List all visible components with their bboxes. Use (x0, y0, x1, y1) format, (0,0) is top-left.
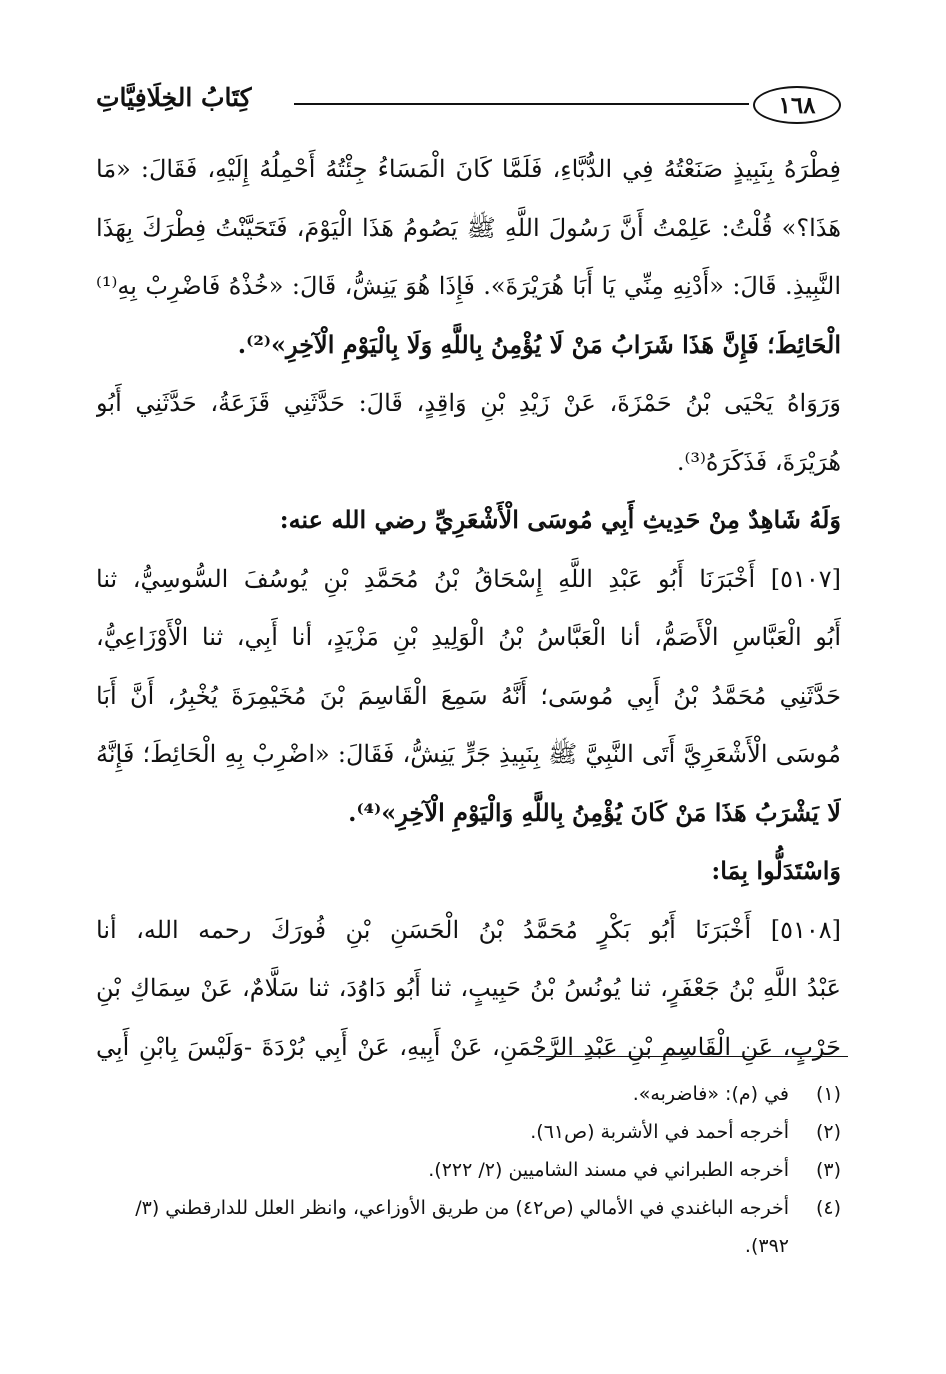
footnote-number: (٢) (815, 1121, 841, 1143)
footnote-number: (٤) (815, 1197, 841, 1219)
footnote-number: (١) (815, 1083, 841, 1105)
section-heading: وَاسْتَدَلُّوا بِمَا: (711, 856, 841, 885)
footnote-number: (٣) (815, 1159, 841, 1181)
text-line: لَا يَشْرَبُ هَذَا مَنْ كَانَ يُؤْمِنُ بِاللَّهِ وَالْيَوْمِ الْآخِرِ»⁽⁴⁾. (348, 797, 841, 827)
footnote (96, 1151, 841, 1189)
footnote (96, 1113, 841, 1151)
footnote-rule (538, 1056, 848, 1057)
text-line: حَرْبٍ، عَنِ الْقَاسِمِ بْنِ عَبْدِ الرَّحْمَنِ، عَنْ أَبِيهِ، عَنْ أَبِي بُرْدَةَ -وَلَيْسَ بِابْنِ أَبِي (96, 1032, 841, 1061)
footnote-text: في (م): «فاضربه». (632, 1083, 789, 1105)
text-line: مُوسَى الْأَشْعَرِيَّ أَتَى النَّبِيَّ ﷺ بِنَبِيذِ جَرٍّ يَنِشُّ، فَقَالَ: «اضْرِبْ بِهِ الْحَائِطَ؛ فَإِنَّهُ (96, 740, 841, 768)
main-text (96, 140, 841, 1076)
text-line: النَّبِيذِ. قَالَ: «أَدْنِهِ مِنِّي يَا أَبَا هُرَيْرَةَ». فَإِذَا هُوَ يَنِشُّ، قَالَ: «خُذْهُ فَاضْرِبْ بِهِ⁽¹⁾ (96, 272, 841, 300)
footnote-text: أخرجه أحمد في الأشربة (ص٦١). (530, 1121, 789, 1143)
footnotes (96, 1075, 841, 1265)
footnote-text: أخرجه الطبراني في مسند الشاميين (٢/ ٢٢٢). (428, 1159, 789, 1181)
hadith-5107-line: [٥١٠٧] أَخْبَرَنَا أَبُو عَبْدِ اللَّهِ إِسْحَاقُ بْنُ مُحَمَّدِ بْنِ يُوسُفَ السُّوسِيُّ، ثنا (96, 564, 841, 593)
text-line: هَذَا؟» قُلْتُ: عَلِمْتُ أَنَّ رَسُولَ اللَّهِ ﷺ يَصُومُ هَذَا الْيَوْمَ، فَتَحَيَّنْتُ فِطْرَكَ بِهَذَا (96, 213, 841, 242)
footnote (96, 1189, 841, 1227)
page-header (96, 78, 841, 134)
footnote-text: أخرجه الباغندي في الأمالي (ص٤٢) من طريق الأوزاعي، وانظر العلل للدارقطني (٣/ (135, 1197, 789, 1219)
section-heading: وَلَهُ شَاهِدٌ مِنْ حَدِيثِ أَبِي مُوسَى الْأَشْعَرِيِّ رضي الله عنه: (279, 505, 841, 534)
footnote (96, 1075, 841, 1113)
text-line: الْحَائِطَ؛ فَإِنَّ هَذَا شَرَابُ مَنْ لَا يُؤْمِنُ بِاللَّهِ وَلَا بِالْيَوْمِ الْآخِرِ»⁽²⁾. (237, 329, 841, 359)
text-line: وَرَوَاهُ يَحْيَى بْنُ حَمْزَةَ، عَنْ زَيْدِ بْنِ وَاقِدٍ، قَالَ: حَدَّثَنِي قَزَعَةُ، حَدَّثَنِي أَبُو (96, 389, 841, 417)
footnote-continuation (96, 1227, 841, 1265)
text-line: عَبْدُ اللَّهِ بْنُ جَعْفَرٍ، ثنا يُونُسُ بْنُ حَبِيبٍ، ثنا أَبُو دَاوُدَ، ثنا سَلَّامٌ، عَنْ سِمَاكِ بْنِ (96, 974, 841, 1002)
footnote-number (789, 1227, 841, 1265)
running-title: كِتَابُ الخِلَافِيَّاتِ (96, 83, 252, 112)
text-line: أَبُو الْعَبَّاسِ الْأَصَمُّ، أنا الْعَبَّاسُ بْنُ الْوَلِيدِ بْنِ مَزْيَدٍ، أنا أَبِي، ثنا الْأَوْزَاعِيُّ، (96, 623, 841, 651)
hadith-5108-line: [٥١٠٨] أَخْبَرَنَا أَبُو بَكْرٍ مُحَمَّدُ بْنُ الْحَسَنِ بْنِ فُورَكَ رحمه الله، أنا (96, 915, 841, 944)
text-line: هُرَيْرَةَ، فَذَكَرَهُ⁽³⁾. (676, 447, 841, 476)
header-rule (294, 103, 749, 105)
text-line: فِطْرَهُ بِنَبِيذٍ صَنَعْتُهُ فِي الدُّبَّاءِ، فَلَمَّا كَانَ الْمَسَاءُ جِئْتُهُ أَحْمِلُهُ إِلَيْهِ، فَقَالَ: «مَا (96, 155, 841, 183)
page-number: ١٦٨ (753, 86, 841, 124)
text-line: حَدَّثَنِي مُحَمَّدُ بْنُ أَبِي مُوسَى؛ أَنَّهُ سَمِعَ الْقَاسِمَ بْنَ مُخَيْمِرَةَ يُخْبِرُ، أَنَّ أَبَا (96, 681, 841, 710)
footnote-text: ٣٩٢). (744, 1235, 789, 1257)
